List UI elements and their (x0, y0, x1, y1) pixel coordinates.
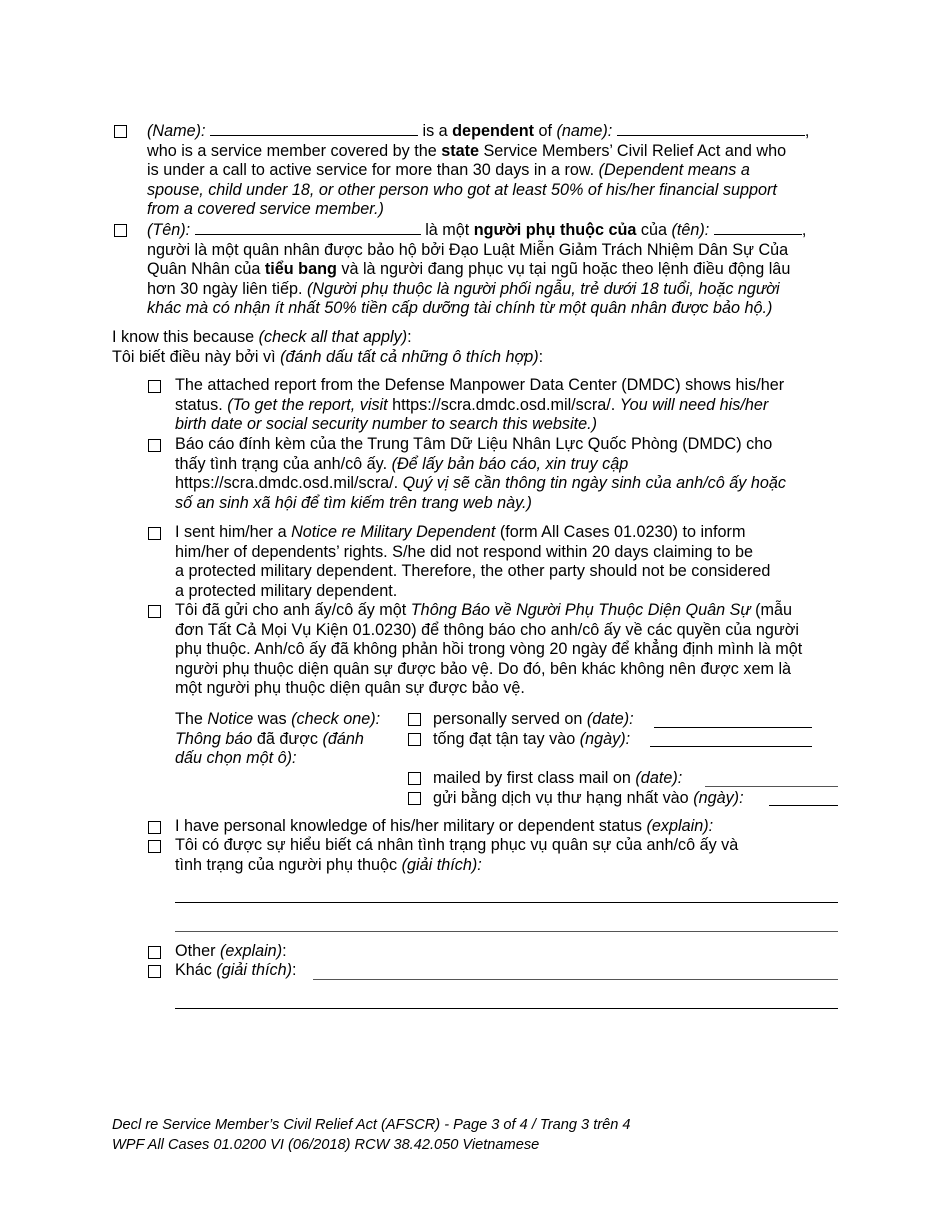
dmdc-url: https://scra.dmdc.osd.mil/scra/. (392, 395, 616, 414)
footer-title: Decl re Service Member’s Civil Relief Act (AFSCR) - Page 3 of 4 / Trang 3 trên 4 (112, 1117, 631, 1133)
dmdc-text-en: The attached report from the Defense Manpower Data Center (DMDC) shows his/her status. (To get the report, visit https://scra.dmdc.osd.mil/scra/. You will need his/her birth date or social security number to search this website.) (175, 376, 785, 434)
other-text-vi: Khác (giải thích): (175, 961, 297, 979)
personally-served-en: personally served on (date): (433, 710, 634, 728)
mailed-en: mailed by first class mail on (date): (433, 769, 683, 787)
mailed-date-field[interactable] (705, 786, 838, 787)
ten-quan-nhan-field[interactable] (714, 220, 802, 235)
personally-served-checkbox-en[interactable] (408, 713, 421, 726)
footer (112, 1116, 631, 1155)
other-explain-line-2[interactable] (175, 1008, 838, 1009)
mailed-vi: gửi bằng dịch vụ thư hạng nhất vào (ngày): (433, 789, 744, 807)
mailed-checkbox-en[interactable] (408, 772, 421, 785)
knowledge-checkbox-en[interactable] (148, 821, 161, 834)
personally-served-ngay-field[interactable] (650, 746, 812, 747)
mailed-checkbox-vi[interactable] (408, 792, 421, 805)
dmdc-checkbox-vi[interactable] (148, 439, 161, 452)
knowledge-text-vi: Tôi có được sự hiểu biết cá nhân tình trạng phục vụ quân sự của anh/cô ấy và tình trạng của người phụ thuộc (giải thích): (175, 836, 739, 874)
notice-checkbox-vi[interactable] (148, 605, 161, 618)
notice-text-en: I sent him/her a Notice re Military Dependent (form All Cases 01.0230) to inform him/her of dependents’ rights. S/he did not respond within 20 days claiming to be a protected military dependent. Therefore, the other party should not be considered a protected military dependent. (175, 523, 771, 600)
mailed-ngay-field[interactable] (769, 805, 838, 806)
knowledge-text-en: I have personal knowledge of his/her military or dependent status (explain): (175, 817, 714, 835)
name-field[interactable] (210, 121, 418, 136)
service-member-name-field[interactable] (617, 121, 805, 136)
dependent-checkbox-vi[interactable] (114, 224, 127, 237)
knowledge-explain-line-1[interactable] (175, 902, 838, 903)
notice-checkbox-en[interactable] (148, 527, 161, 540)
personally-served-date-field[interactable] (654, 727, 812, 728)
dmdc-checkbox-en[interactable] (148, 380, 161, 393)
dmdc-text-vi: Báo cáo đính kèm của the Trung Tâm Dữ Liệu Nhân Lực Quốc Phòng (DMDC) cho thấy tình trạng của anh/cô ấy. (Để lấy bản báo cáo, xin truy cập https://scra.dmdc.osd.mil/scra/. Quý vị sẽ cần thông tin ngày sinh của anh/cô ấy hoặc số an sinh xã hội để tìm kiếm trên trang web này.) (175, 435, 786, 512)
other-checkbox-en[interactable] (148, 946, 161, 959)
knowledge-explain-line-2[interactable] (175, 931, 838, 932)
notice-text-vi: Tôi đã gửi cho anh ấy/cô ấy một Thông Báo về Người Phụ Thuộc Diện Quân Sự (mẫu đơn Tất Cả Mọi Vụ Kiện 01.0230) để thông báo cho anh/cô ấy về các quyền của người phụ thuộc. Anh/cô ấy đã không phản hồi trong vòng 20 ngày để khẳng định mình là một người phụ thuộc diện quân sự được bảo vệ. Do đó, bên khác không nên được xem là một người phụ thuộc diện quân sự được bảo vệ. (175, 601, 803, 698)
other-checkbox-vi[interactable] (148, 965, 161, 978)
other-explain-line-1[interactable] (313, 979, 838, 980)
know-because: I know this because (check all that apply): Tôi biết điều này bởi vì (đánh dấu tất cả những ô thích hợp): (112, 328, 544, 366)
other-text-en: Other (explain): (175, 942, 287, 960)
dependent-text-vi: (Tên): là một người phụ thuộc của của (tên): , người là một quân nhân được bảo hộ bởi Đạo Luật Miễn Giảm Trách Nhiệm Dân Sự Của Quân Nhân của tiểu bang và là người đang phục vụ tại ngũ hoặc theo lệnh điều động lâu hơn 30 ngày liên tiếp. (Người phụ thuộc là người phối ngẫu, trẻ dưới 18 tuổi, hoặc người khác mà có nhận ít nhất 50% tiền cấp dưỡng tài chính từ một quân nhân được bảo hộ.) (147, 221, 807, 318)
footer-form-id: WPF All Cases 01.0200 VI (06/2018) RCW 38.42.050 Vietnamese (112, 1136, 540, 1153)
ten-field[interactable] (195, 220, 421, 235)
personally-served-vi: tống đạt tận tay vào (ngày): (433, 730, 631, 748)
dependent-checkbox-en[interactable] (114, 125, 127, 138)
name-label: (Name): (147, 122, 206, 140)
knowledge-checkbox-vi[interactable] (148, 840, 161, 853)
notice-service-label: The Notice was (check one): Thông báo đã được (đánh dấu chọn một ô): (175, 710, 381, 768)
dependent-text-en: (Name): is a dependent of (name): , who is a service member covered by the state Service Members’ Civil Relief Act and who is under a call to active service for more than 30 days in a row. (Dependent means a spouse, child under 18, or other person who got at least 50% of his/her financial support from a covered service member.) (147, 122, 810, 219)
personally-served-checkbox-vi[interactable] (408, 733, 421, 746)
